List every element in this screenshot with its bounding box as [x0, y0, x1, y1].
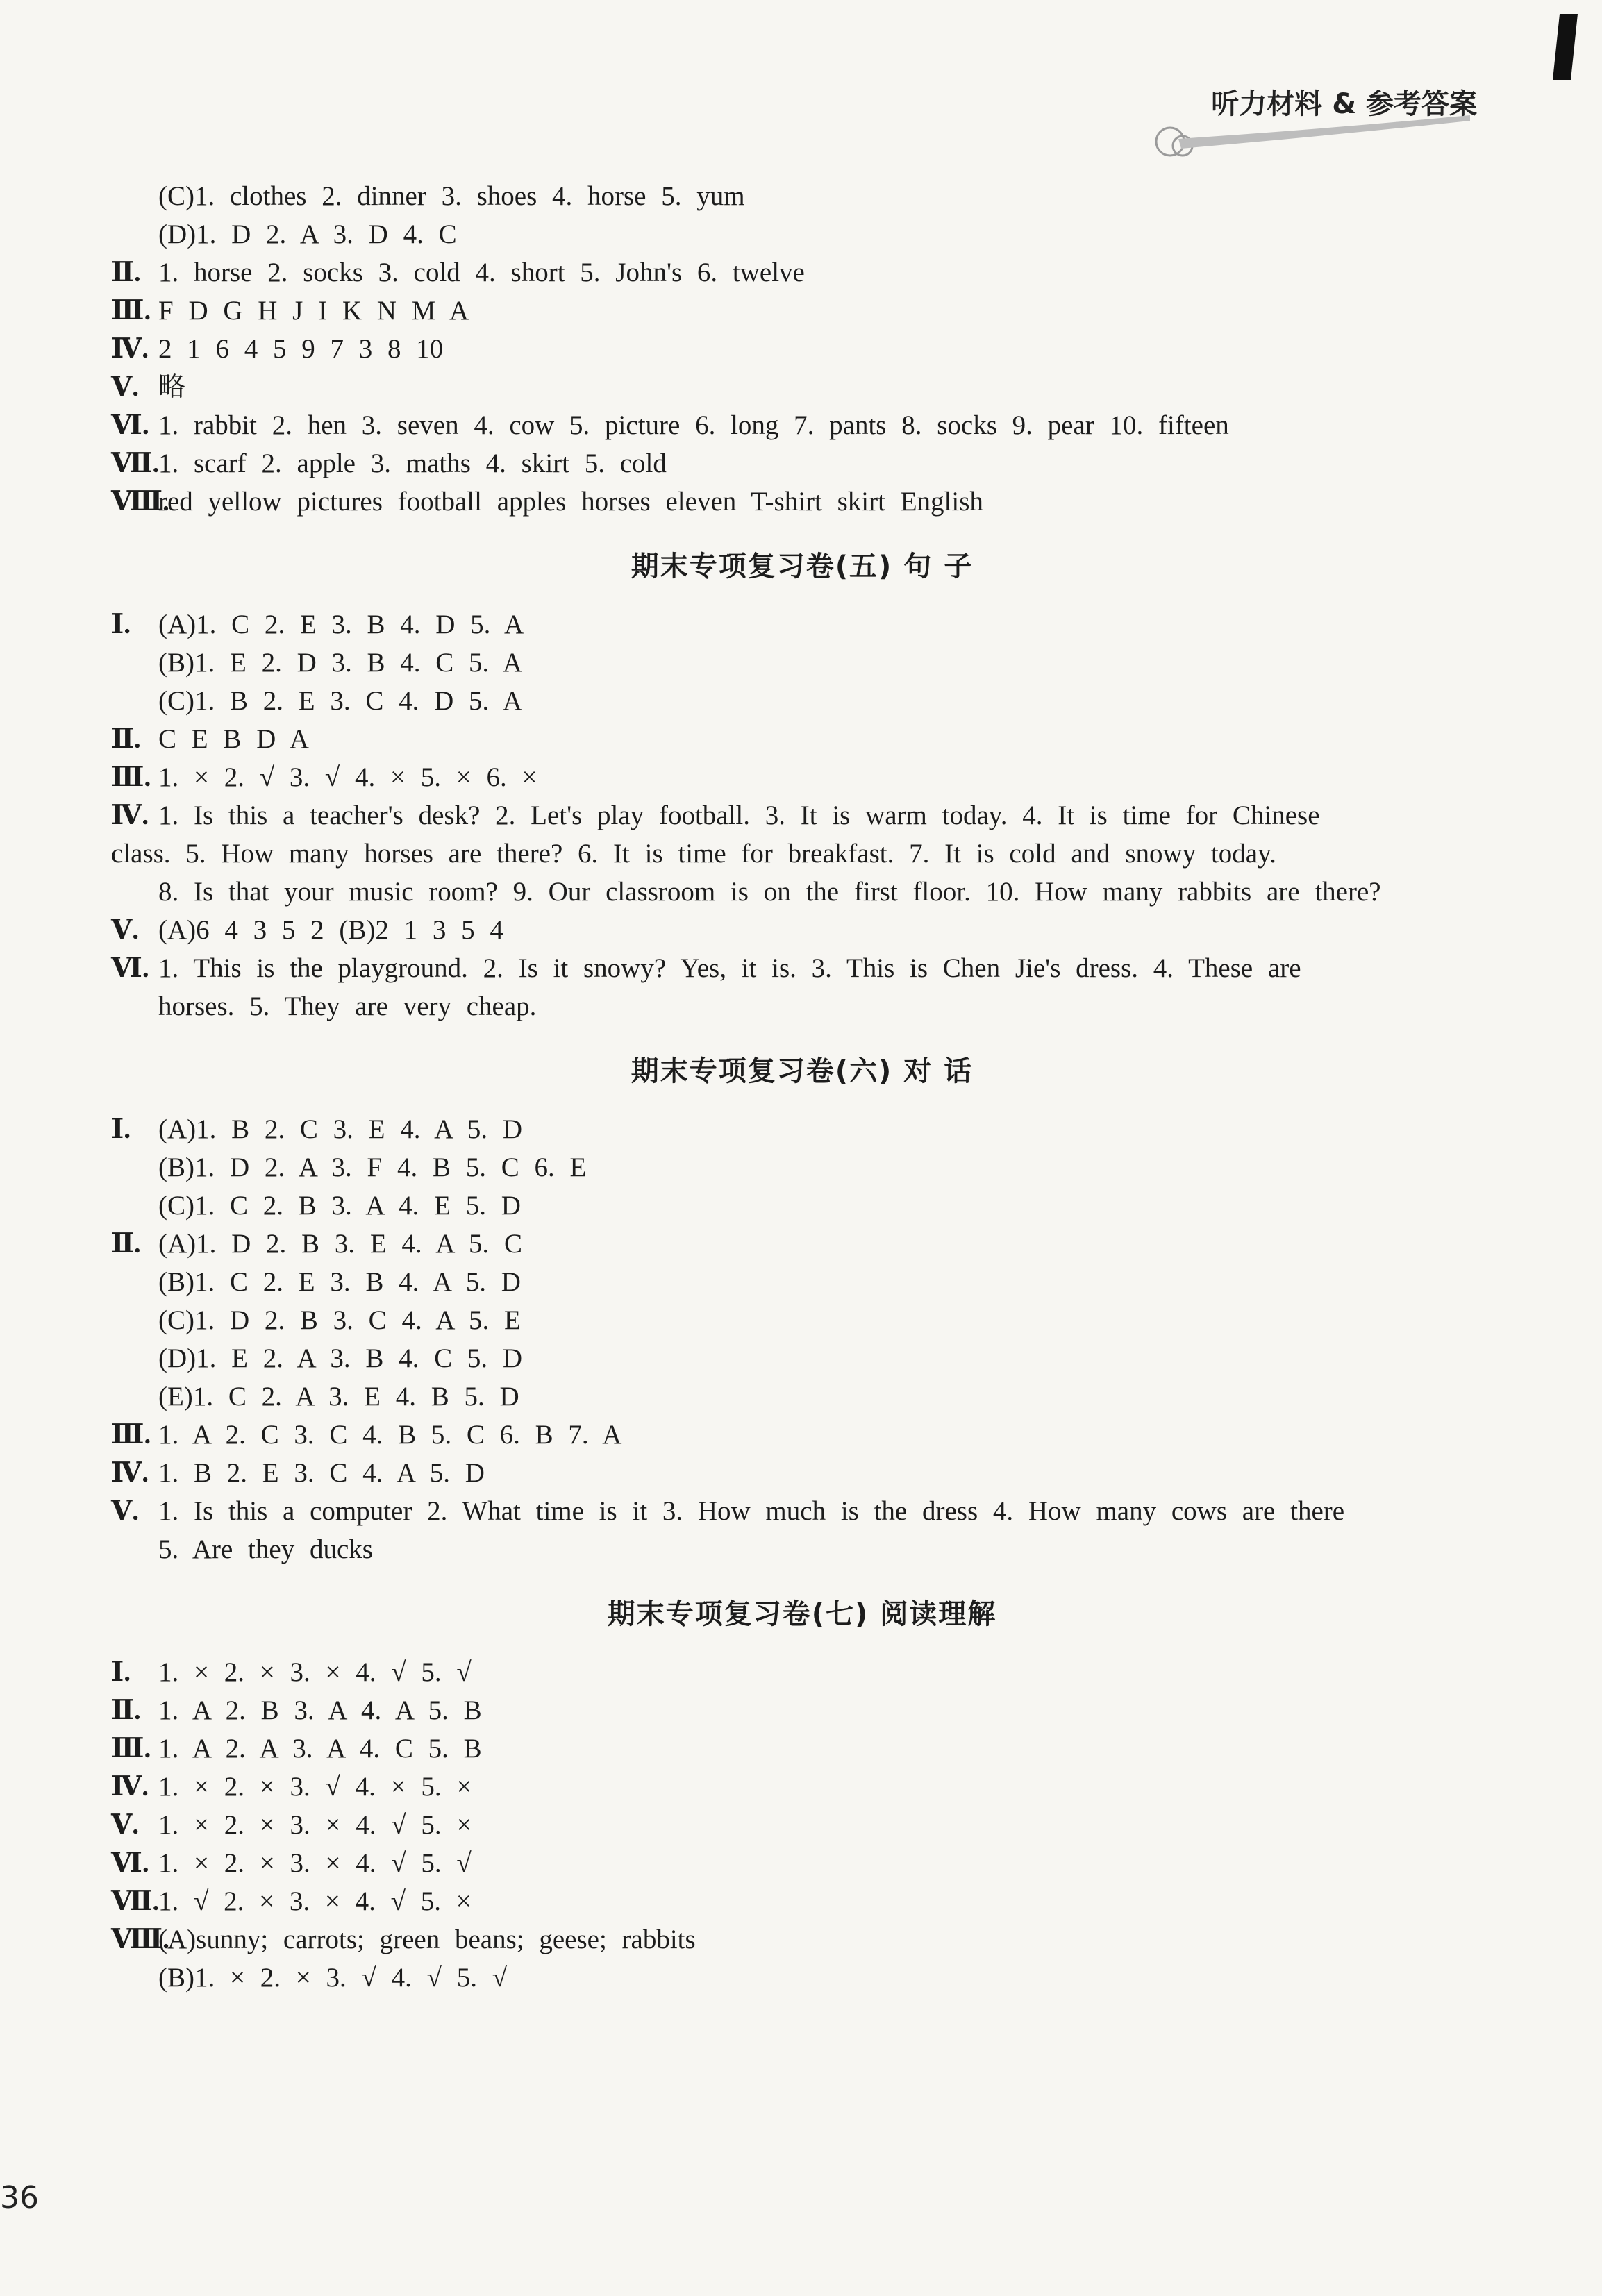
answer-line: Ⅶ.1. √ 2. × 3. × 4. √ 5. × [111, 1886, 472, 1916]
answer-line: Ⅴ. 1. Is this a computer 2. What time is it 3. How much is the dress 4. How many cows are there [111, 1496, 1345, 1526]
answer-line: Ⅲ. 1. A 2. C 3. C 4. B 5. C 6. B 7. A [111, 1420, 622, 1450]
answer-line: (B)1. × 2. × 3. √ 4. √ 5. √ [158, 1963, 508, 1993]
answer-line: (C)1. C 2. B 3. A 4. E 5. D [158, 1191, 521, 1221]
answer-line: Ⅱ. (A)1. D 2. B 3. E 4. A 5. C [111, 1229, 523, 1259]
answer-block-top [111, 177, 1493, 521]
answer-line: (B)1. E 2. D 3. B 4. C 5. A [158, 648, 523, 678]
answer-line: (C)1. clothes 2. dinner 3. shoes 4. horse 5. yum [158, 181, 745, 211]
answer-line: Ⅱ. C E B D A [111, 724, 310, 754]
answer-line: Ⅲ. F D G H J I K N M A [111, 296, 469, 326]
answer-line: Ⅷ.red yellow pictures football apples horses eleven T-shirt skirt English [111, 487, 983, 517]
answer-line: horses. 5. They are very cheap. [158, 991, 537, 1021]
section-title-6: 期末专项复习卷(六) 对 话 [631, 1055, 974, 1087]
answer-line: Ⅴ. (A)6 4 3 5 2 (B)2 1 3 5 4 [111, 915, 503, 945]
answer-line: Ⅰ. (A)1. B 2. C 3. E 4. A 5. D [111, 1114, 523, 1144]
answer-line: (C)1. B 2. E 3. C 4. D 5. A [158, 686, 523, 716]
answer-line: Ⅰ. 1. × 2. × 3. × 4. √ 5. √ [111, 1657, 472, 1687]
answer-line: Ⅱ. 1. A 2. B 3. A 4. A 5. B [111, 1695, 482, 1725]
answer-line: Ⅶ.1. scarf 2. apple 3. maths 4. skirt 5. cold [111, 449, 667, 478]
header-title: 听力材料 & 参考答案 [1211, 88, 1477, 120]
answer-line: (B)1. C 2. E 3. B 4. A 5. D [158, 1267, 521, 1297]
answer-line: (B)1. D 2. A 3. F 4. B 5. C 6. E [158, 1153, 587, 1182]
answer-line: Ⅰ. (A)1. C 2. E 3. B 4. D 5. A [111, 610, 524, 639]
section-5-answers [111, 605, 1493, 1025]
answer-line: Ⅳ. 1. B 2. E 3. C 4. A 5. D [111, 1458, 485, 1488]
answer-line: 8. Is that your music room? 9. Our classroom is on the first floor. 10. How many rabbits are there? [158, 877, 1381, 907]
answer-line: Ⅵ. 1. × 2. × 3. × 4. √ 5. √ [111, 1848, 472, 1878]
answer-line: Ⅳ. 2 1 6 4 5 9 7 3 8 10 [111, 334, 444, 364]
section-7-answers [111, 1653, 1493, 1997]
answer-line: Ⅳ. 1. × 2. × 3. √ 4. × 5. × [111, 1772, 472, 1802]
answer-line: Ⅵ. 1. This is the playground. 2. Is it snowy? Yes, it is. 3. This is Chen Jie's dress. 4. These are [111, 953, 1301, 983]
answer-line: Ⅴ. 略 [111, 372, 186, 402]
answer-line: 5. Are they ducks [158, 1534, 373, 1564]
answer-line: (D)1. E 2. A 3. B 4. C 5. D [158, 1343, 523, 1373]
section-title-5: 期末专项复习卷(五) 句 子 [631, 551, 974, 583]
answer-line: Ⅴ. 1. × 2. × 3. × 4. √ 5. × [111, 1810, 472, 1840]
section-6-answers [111, 1110, 1493, 1568]
answer-line: (E)1. C 2. A 3. E 4. B 5. D [158, 1382, 519, 1411]
answer-line: Ⅲ. 1. A 2. A 3. A 4. C 5. B [111, 1734, 482, 1763]
answer-line: Ⅲ. 1. × 2. √ 3. √ 4. × 5. × 6. × [111, 762, 537, 792]
page-number: 36 [0, 2180, 39, 2215]
answer-line: class. 5. How many horses are there? 6. It is time for breakfast. 7. It is cold and snowy today. [111, 839, 1276, 869]
answer-line: (D)1. D 2. A 3. D 4. C [158, 219, 457, 249]
page-header [1151, 82, 1477, 158]
answer-line: (C)1. D 2. B 3. C 4. A 5. E [158, 1305, 521, 1335]
answer-line: Ⅵ. 1. rabbit 2. hen 3. seven 4. cow 5. picture 6. long 7. pants 8. socks 9. pear 10. fifteen [111, 410, 1229, 440]
corner-binding-mark [1553, 14, 1578, 80]
answer-line: Ⅳ. 1. Is this a teacher's desk? 2. Let's play football. 3. It is warm today. 4. It is time for Chinese [111, 801, 1320, 830]
answer-line: Ⅱ. 1. horse 2. socks 3. cold 4. short 5. John's 6. twelve [111, 258, 805, 287]
section-title-7: 期末专项复习卷(七) 阅读理解 [607, 1598, 997, 1630]
answers-content [111, 177, 1493, 1997]
answer-line: Ⅷ.(A)sunny; carrots; green beans; geese; rabbits [111, 1925, 696, 1954]
